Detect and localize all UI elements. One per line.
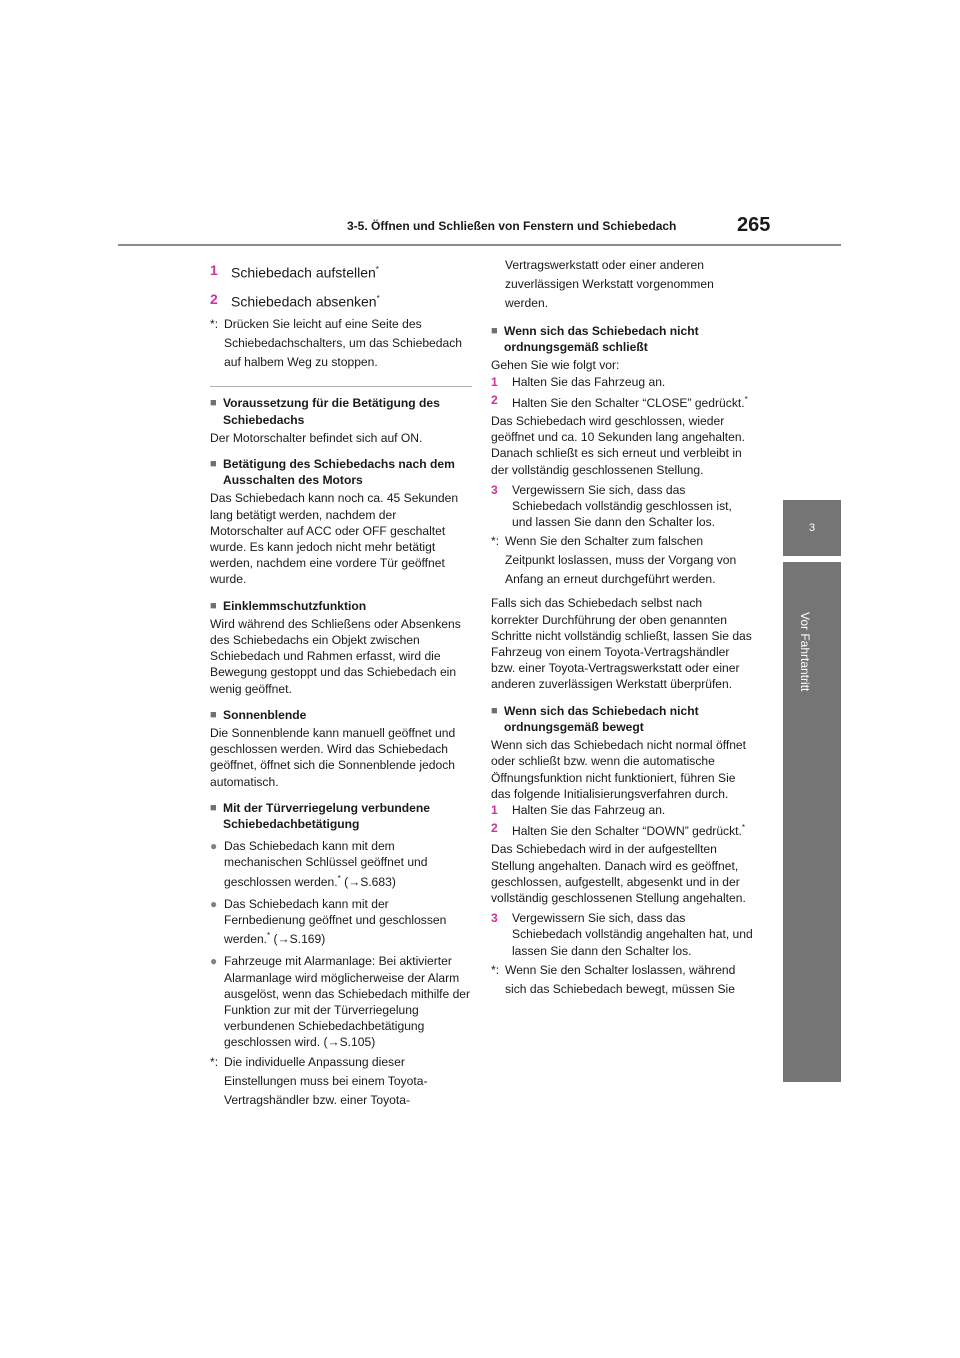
step-text: Vergewissern Sie sich, dass das Schiebedach vollständig geschlossen ist, und lassen Sie dann den Schalter los. <box>512 482 732 530</box>
square-bullet-icon: ■ <box>210 708 217 721</box>
section-body: Gehen Sie wie folgt vor: <box>491 358 620 373</box>
footnote-star: * <box>267 931 271 941</box>
section-divider <box>210 386 472 387</box>
footnote <box>491 961 753 999</box>
step-number: 2 <box>210 290 218 307</box>
square-bullet-icon: ■ <box>210 397 217 410</box>
info-section <box>210 800 472 1110</box>
step-number: 1 <box>210 262 218 278</box>
footnote-text: Drücken Sie leicht auf eine Seite des Schiebedachschalters, um das Schiebedach auf halbem Weg zu stoppen. <box>224 317 462 370</box>
section-body: Falls sich das Schiebedach selbst nach korrekter Durchführung der oben genannten Schritte nicht vollständig schließt, lassen Sie das Fahrzeug von einem Toyota-Vertragshändler bzw. einer Toyota-Vertragswerkstatt oder einer anderen zuverlässigen Werkstatt überprüfen. <box>491 596 752 692</box>
list-item-text: Das Schiebedach kann mit dem mechanischen Schlüssel geöffnet und geschlossen werden. <box>224 839 428 889</box>
list-item-text: Fahrzeuge mit Alarmanlage: Bei aktivierter Alarmanlage wird möglicherweise der Alarm ausgelöst, wenn das Schiebedach mithilfe der Funktion zur mit der Türverriegelung verbundenen Schiebedachbetätigung geschlossen wird. (→S.105) <box>224 954 471 1050</box>
page-reference: (→S.169) <box>270 932 326 947</box>
list-item-text: Das Schiebedach kann mit der Fernbedienung geöffnet und geschlossen werden. <box>224 896 447 947</box>
section-heading: Sonnenblende <box>223 707 307 722</box>
step-item <box>491 910 753 959</box>
footnote-text: Wenn Sie den Schalter zum falschen Zeitpunkt loslassen, muss der Vorgang von Anfang an erneut durchgeführt werden. <box>505 534 737 587</box>
list-item <box>210 896 472 948</box>
footnote-star: * <box>744 394 748 404</box>
step-text: Halten Sie das Fahrzeug an. <box>512 374 666 389</box>
left-column <box>210 258 472 1110</box>
dot-bullet-icon: ● <box>210 839 218 854</box>
section-body: Der Motorschalter befindet sich auf ON. <box>210 430 423 445</box>
section-heading: Betätigung des Schiebedachs nach dem Ausschalten des Motors <box>223 456 455 488</box>
footnote-text: Wenn Sie den Schalter loslassen, während sich das Schiebedach bewegt, müssen Sie <box>505 962 736 996</box>
square-bullet-icon: ■ <box>210 801 217 814</box>
square-bullet-icon: ■ <box>210 599 217 612</box>
square-bullet-icon: ■ <box>210 457 217 470</box>
info-section <box>210 707 472 790</box>
step-number: 1 <box>491 374 498 389</box>
info-section <box>210 598 472 697</box>
step-number: 3 <box>491 911 498 926</box>
footnote-continuation: Vertragswerkstatt oder einer anderen zuverlässigen Werkstatt vorgenommen werden. <box>505 258 714 310</box>
section-body: Das Schiebedach wird geschlossen, wieder geöffnet und ca. 10 Sekunden lang angehalten. Danach schließt es sich erneut und verbleibt in der vollständig geschlossenen Stellung. <box>491 414 745 477</box>
section-body: Die Sonnenblende kann manuell geöffnet und geschlossen werden. Wird das Schiebedach geöffnet, öffnet sich die Sonnenblende jedoch automatisch. <box>210 725 456 789</box>
step-item <box>491 374 753 390</box>
step-text: Schiebedach aufstellen <box>231 264 376 281</box>
chapter-tab-label: Vor Fahrtantritt <box>798 612 812 692</box>
footnote <box>491 532 753 589</box>
info-section <box>491 323 753 693</box>
chapter-side-bar <box>783 562 841 1082</box>
page-reference: (→S.683) <box>340 874 396 889</box>
footnote-star: * <box>337 873 341 883</box>
section-heading: Mit der Türverriegelung verbundene Schiebedachbetätigung <box>223 800 430 831</box>
step-text: Halten Sie das Fahrzeug an. <box>512 802 666 817</box>
footnote-star: * <box>376 293 380 303</box>
step-item <box>491 482 753 531</box>
step-item <box>491 802 753 818</box>
right-column <box>491 256 753 999</box>
step-item <box>210 258 472 285</box>
step-number: 2 <box>491 392 498 407</box>
section-body: Wenn sich das Schiebedach nicht normal öffnet oder schließt bzw. wenn die automatische Öffnungsfunktion nicht funktioniert, führen Sie das folgende Initialisierungsverfahren durch. <box>491 738 747 801</box>
section-body: Wird während des Schließens oder Absenkens des Schiebedachs ein Objekt zwischen Schiebedach und Rahmen erfasst, wird die Bewegung gestoppt und das Schiebedach ein wenig geöffnet. <box>210 616 461 696</box>
section-heading: Einklemmschutzfunktion <box>223 598 367 613</box>
info-section <box>210 395 472 446</box>
step-text: Halten Sie den Schalter “CLOSE” gedrückt. <box>512 395 745 410</box>
footnote-mark: *: <box>491 534 500 549</box>
header-rule <box>118 244 841 246</box>
step-text: Halten Sie den Schalter “DOWN” gedrückt. <box>512 824 742 839</box>
step-text: Vergewissern Sie sich, dass das Schiebedach vollständig angehalten hat, und lassen Sie dann den Schalter los. <box>512 911 753 958</box>
footnote <box>210 1053 472 1110</box>
step-text: Schiebedach absenken <box>231 293 377 310</box>
section-heading: Wenn sich das Schiebedach nicht ordnungsgemäß schließt <box>504 324 699 355</box>
footnote-star: * <box>375 265 379 274</box>
step-item <box>210 287 472 314</box>
footnote-text: Die individuelle Anpassung dieser Einstellungen muss bei einem Toyota-Vertragshändler bzw. einer Toyota- <box>224 1054 428 1107</box>
square-bullet-icon: ■ <box>491 704 498 717</box>
footnote-mark: *: <box>210 1054 219 1069</box>
info-section <box>491 703 753 999</box>
section-heading: Wenn sich das Schiebedach nicht ordnungsgemäß bewegt <box>504 703 699 734</box>
dot-bullet-icon: ● <box>210 954 218 969</box>
footnote-mark: *: <box>210 317 219 332</box>
step-number: 3 <box>491 482 498 497</box>
list-item <box>210 838 472 890</box>
footnote-star: * <box>741 823 745 833</box>
footnote-mark: *: <box>491 962 500 977</box>
square-bullet-icon: ■ <box>491 325 498 337</box>
info-section <box>210 456 472 588</box>
step-item <box>491 392 753 411</box>
footnote <box>210 315 472 372</box>
step-item <box>491 820 753 839</box>
list-item <box>210 953 472 1050</box>
step-number: 2 <box>491 821 498 836</box>
section-body: Das Schiebedach kann noch ca. 45 Sekunden lang betätigt werden, nachdem der Motorschalter auf ACC oder OFF geschaltet wurde. Es kann jedoch nicht mehr betätigt werden, nachdem eine vordere Tür geöffnet wurde. <box>210 491 459 587</box>
dot-bullet-icon: ● <box>210 896 218 911</box>
page-number: 265 <box>737 214 771 236</box>
section-heading: Voraussetzung für die Betätigung des Schiebedachs <box>223 396 440 427</box>
step-number: 1 <box>491 802 498 817</box>
chapter-title: 3-5. Öffnen und Schließen von Fenstern und Schiebedach <box>347 219 677 233</box>
section-body: Das Schiebedach wird in der aufgestellten Stellung angehalten. Danach wird es geöffnet, geschlossen, aufgestellt, abgesenkt und in der vollständig geschlossenen Stellung angehalten. <box>491 842 746 905</box>
chapter-tab: 3 <box>783 500 841 556</box>
